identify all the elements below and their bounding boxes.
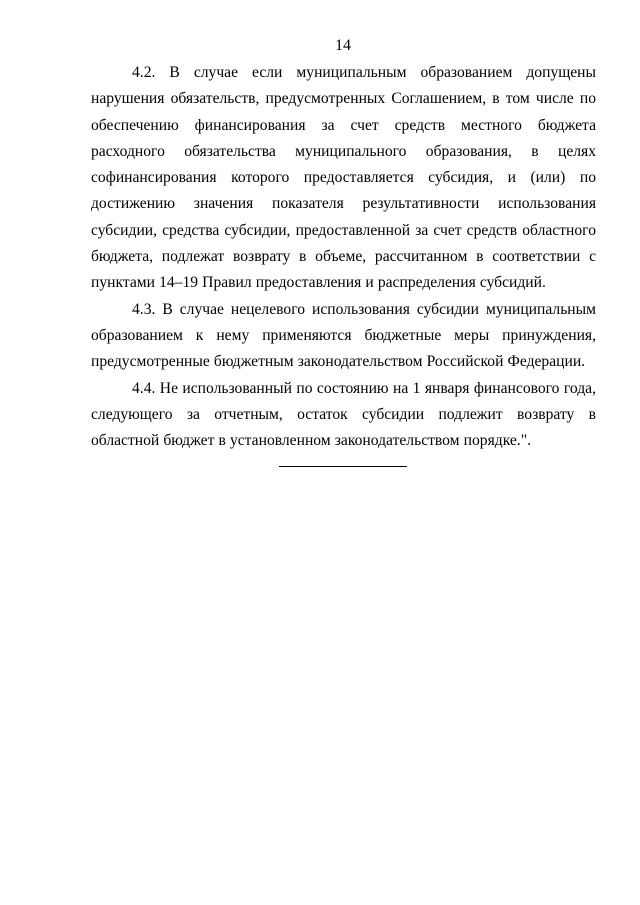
document-body: [91, 60, 596, 454]
paragraph-4-3: 4.3. В случае нецелевого использования субсидии муниципальным образованием к нему применяются бюджетные меры принуждения, предусмотренные бюджетным законодательством Российской Федерации.: [91, 300, 596, 371]
paragraph-4-4: 4.4. Не использованный по состоянию на 1 января финансового года, следующего за отчетным, остаток субсидии подлежит возврату в областной бюджет в установленном законодательством порядке.".: [91, 379, 596, 450]
page-number: 14: [335, 37, 351, 54]
closing-separator-line: [279, 466, 407, 467]
paragraph-4-2: 4.2. В случае если муниципальным образованием допущены нарушения обязательств, предусмотренных Соглашением, в том числе по обеспечению финансирования за счет средств местного бюджета расходного обязательства муниципального образования, в целях софинансирования которого предоставляется субсидия, и (или) по достижению значения показателя результативности использования субсидии, средства субсидии, предоставленной за счет средств областного бюджета, подлежат возврату в объеме, рассчитанном в соответствии с пунктами 14–19 Правил предоставления и распределения субсидий.: [91, 64, 596, 292]
